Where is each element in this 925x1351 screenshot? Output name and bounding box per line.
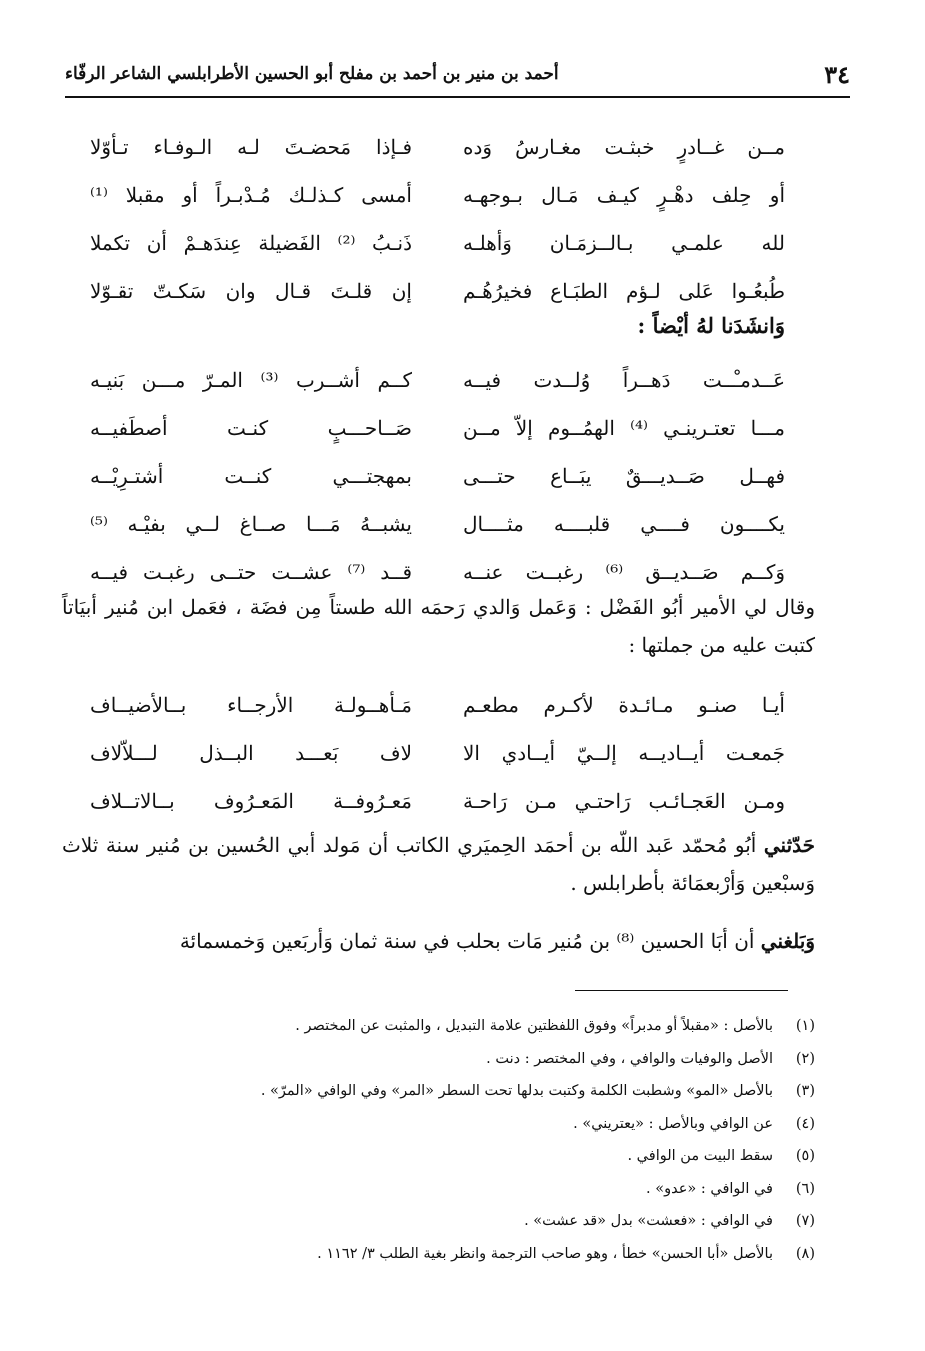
verse-line (90, 736, 785, 784)
verse-first-hemistich: ومـن العَجـائـب رَاحتـي مـن رَاحـة (463, 789, 785, 813)
prose-paragraph: وقال لي الأمير أبُو الفَضْل : وَعَمل وَالدي رَحمَه الله طستاً مِن فضَة ، فعَمل ابن مُنير أبيَاتاً كتبت عليه من جملتها : (62, 595, 815, 657)
footnote-text: بالأصل «المو» وشطبت الكلمة وكتبت بدلها تحت السطر «المر» وفي الوافي «المرّ» . (260, 1083, 773, 1099)
footnote-number: (١) (795, 1018, 815, 1034)
footnote-text: في الوافي : «عدو» . (646, 1180, 773, 1197)
footnote-number: (٦) (795, 1180, 815, 1197)
verse-line (90, 363, 785, 411)
footnote (200, 1015, 815, 1048)
verse-second-hemistich: أمسى كـذلـك مُـدْبـراً أو مقبلا ⁽¹⁾ (90, 183, 412, 207)
footnote-number: (٥) (795, 1148, 815, 1164)
running-title: أحمد بن منير بن أحمد بن مفلح أبو الحسين الأطرابلسي الشاعر الرفّاء (65, 64, 559, 84)
verse-line (90, 411, 785, 459)
verse-first-hemistich: أيـا صنـو مـائـدة لأكـرم مطعـم (463, 693, 785, 717)
verse-line (90, 688, 785, 736)
verse-second-hemistich: فـإذا مَحضـتَ لـه الـوفـاء تـأوّلا (90, 135, 412, 159)
footnote (200, 1210, 815, 1243)
page-number: ٣٤ (824, 60, 850, 89)
verse-second-hemistich: يشبــهُ مَـــا صــاغ لــي بفيْـه ⁽⁵⁾ (90, 512, 412, 536)
footnote-text: بالأصل «أبا الحسن» خطأ ، وهو صاحب الترجمة وانظر بغية الطلب ٣/ ١١٦٢ . (317, 1245, 773, 1262)
verse-first-hemistich: مــن غــادرٍ خبثـت مغـارسُ وَده (463, 135, 785, 159)
footnote-number: (٨) (795, 1245, 815, 1262)
verse-line (90, 130, 785, 178)
verse-line (90, 226, 785, 274)
footnote-number: (٧) (795, 1213, 815, 1229)
verse-first-hemistich: لله علمـي بـالــزمَـان وَأهلـه (463, 231, 785, 255)
verse-line (90, 507, 785, 555)
footnote-text: في الوافي : «فعشت» بدل «قد عشت» . (524, 1213, 773, 1229)
footnote (200, 1048, 815, 1081)
footnotes (200, 1015, 815, 1275)
verse-second-hemistich: مَعـرُوفــة المَعـرُوف بــالاتــلاف (90, 789, 412, 813)
verse-second-hemistich: لاف بَعـــد البــذل لـــلاّلاف (90, 741, 412, 765)
verse-first-hemistich: عَــدمـْــت دَهــراً وُلــدت فيــه (463, 368, 785, 392)
verse-second-hemistich: إن قلـتَ قـال وان سَكـتّ تقـوّلا (90, 279, 412, 303)
verse-second-hemistich: بمهجتـــي كنــت أشتـرِيْــه (90, 464, 412, 488)
paragraph-lead-word: حَدّثني (763, 833, 815, 857)
footnote-text: الأصل والوفيات والوافي ، وفي المختصر : دنت . (486, 1050, 773, 1067)
poem-1 (90, 130, 785, 322)
footnote (200, 1113, 815, 1146)
verse-line (90, 459, 785, 507)
footnote-number: (٣) (795, 1083, 815, 1099)
footnote (200, 1145, 815, 1178)
verse-second-hemistich: قــد ⁽⁷⁾ عشــت حتــى رغبـت فيــه (90, 560, 412, 584)
footnote-number: (٤) (795, 1115, 815, 1132)
footnote-separator (575, 990, 788, 991)
verse-second-hemistich: مَـأهــولـة الأرجــاء بــالأضيــاف (90, 693, 412, 717)
verse-second-hemistich: كــم أشــرب ⁽³⁾ المـرّ مـــن بَنيـه (90, 368, 412, 392)
poem-2 (90, 363, 785, 603)
footnote (200, 1243, 815, 1276)
paragraph-text: أن أبَا الحسين ⁽⁸⁾ بن مُنير مَات بحلب في سنة ثمان وَأربَعين وَخمسمائة (179, 929, 761, 953)
verse-first-hemistich: طُبعُـوا عَلى لـؤم الطبَـاع فخيرُهُـم (463, 279, 785, 303)
footnote (200, 1178, 815, 1211)
verse-line (90, 178, 785, 226)
footnote-number: (٢) (795, 1050, 815, 1067)
verse-second-hemistich: ذَنـبُ ⁽²⁾ الفَضيلة عِندَهـمْ أن تكملا (90, 231, 412, 255)
section-heading: وَانشَدَنا لهُ أيْضاً : (637, 313, 785, 338)
prose-paragraph (62, 826, 815, 902)
verse-first-hemistich: جَمعـت أيــاديــه إلــيّ أيــادي الا (463, 741, 785, 765)
footnote-text: بالأصل : «مقبلاً أو مدبراً» وفوق اللفظتين علامة التبديل ، والمثبت عن المختصر . (295, 1018, 773, 1034)
footnote-text: سقط البيت من الوافي . (627, 1148, 773, 1164)
footnote-text: عن الوافي وبالأصل : «يعتريني» . (573, 1115, 773, 1132)
poem-3 (90, 688, 785, 832)
footnote (200, 1080, 815, 1113)
prose-paragraph (62, 922, 815, 960)
paragraph-text: أبُو مُحمّد عَبد اللّه بن أحمَد الحِميَري الكاتب أن مَولد أبي الحُسين بن مُنير سنة ثلاث وَسبْعين وَأرْبعمَائة بأطرابلس . (62, 833, 815, 895)
verse-second-hemistich: صَــاحـــبٍ كنـت أصطَفيــه (90, 416, 412, 440)
verse-first-hemistich: مـــا تعتـرينـي ⁽⁴⁾ الهمُــوم إلاّ مــن (463, 416, 785, 440)
paragraph-lead-word: وَبَلغني (760, 929, 815, 953)
verse-line (90, 784, 785, 832)
verse-first-hemistich: أو حِلف دهْـرٍ كيـف مَـال بـوجهـه (463, 183, 785, 207)
page-header (65, 58, 850, 98)
verse-first-hemistich: فهــل صَــديـــقٌ يبَــاع حتـــى (463, 464, 785, 488)
verse-first-hemistich: يكــــون فــــي قلبــــه مثــــال (463, 512, 785, 536)
verse-first-hemistich: وَكــم صَــديــق ⁽⁶⁾ رغبــت عنــه (463, 560, 785, 584)
